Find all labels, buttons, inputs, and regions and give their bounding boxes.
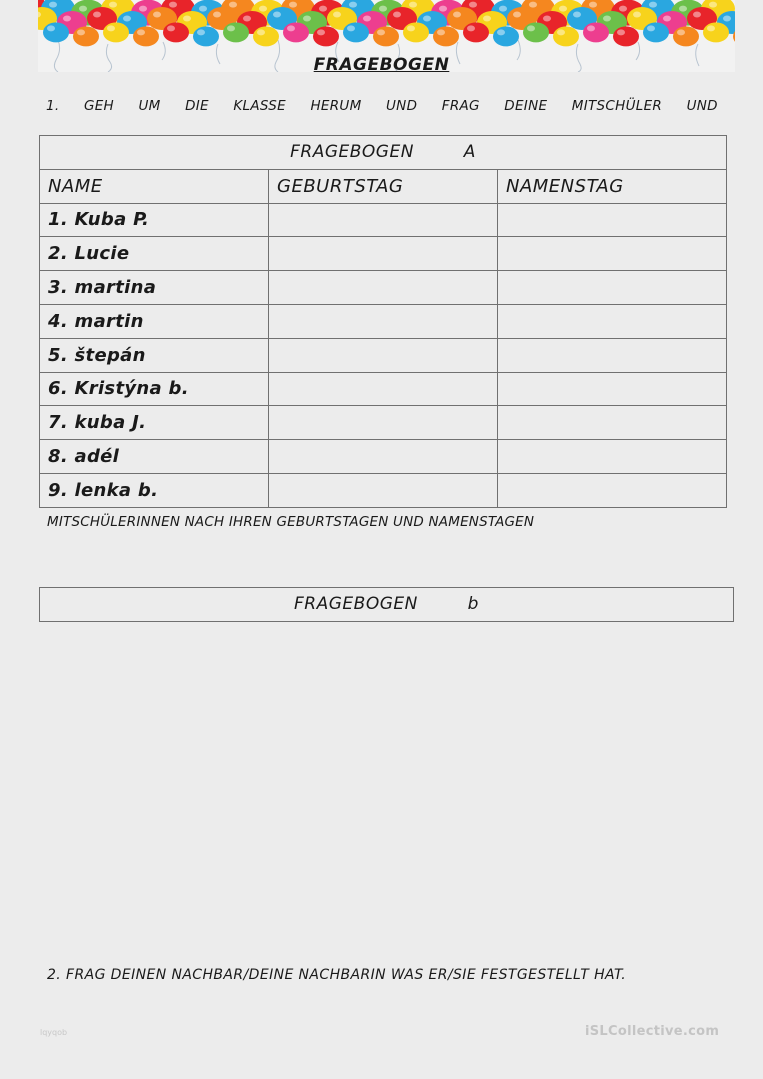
balloon-highlight (513, 12, 521, 18)
balloon-highlight (407, 25, 415, 31)
header-geburtstag: GEBURTSTAG (269, 169, 498, 203)
balloon-shape (253, 26, 279, 46)
balloon-highlight (573, 12, 581, 18)
balloon-highlight (47, 25, 55, 31)
nameday-cell[interactable] (498, 406, 727, 440)
student-name: 6. Kristýna b. (40, 372, 269, 406)
balloon-highlight (317, 29, 325, 35)
balloon-highlight (303, 16, 311, 22)
balloon-highlight (229, 2, 237, 8)
balloon-highlight (543, 16, 551, 22)
student-name: 8. adél (40, 440, 269, 474)
balloon-highlight (437, 29, 445, 35)
balloon-highlight (483, 16, 491, 22)
balloon-highlight (467, 25, 475, 31)
balloon-highlight (259, 6, 267, 12)
instruction-1-word: FRAG (441, 98, 480, 114)
balloon-highlight (63, 16, 71, 22)
balloon-highlight (273, 12, 281, 18)
instruction-1-word: GEH (83, 98, 114, 114)
balloon-shape (553, 26, 579, 46)
balloon-shape (583, 22, 609, 42)
table-row (40, 237, 727, 271)
birthday-cell[interactable] (269, 304, 498, 338)
table-a-caption-letter: A (463, 142, 476, 163)
balloon-highlight (107, 25, 115, 31)
header-namenstag: NAMENSTAG (498, 169, 727, 203)
balloon-highlight (153, 12, 161, 18)
table-row (40, 304, 727, 338)
instruction-1-word: DEINE (504, 98, 548, 114)
balloon-highlight (257, 29, 265, 35)
questionnaire-box-b (39, 587, 734, 622)
balloon-shape (313, 26, 339, 46)
balloon-highlight (439, 6, 447, 12)
balloon-highlight (167, 25, 175, 31)
balloon-highlight (529, 2, 537, 8)
nameday-cell[interactable] (498, 338, 727, 372)
balloon-highlight (527, 25, 535, 31)
balloon-highlight (169, 2, 177, 8)
student-name: 9. lenka b. (40, 473, 269, 507)
balloon-shape (133, 26, 159, 46)
watermark-islcollective: iSLCollective.com (585, 1024, 720, 1039)
birthday-cell[interactable] (269, 473, 498, 507)
balloon-shape (673, 26, 699, 46)
header-name: NAME (40, 169, 269, 203)
balloon-highlight (617, 29, 625, 35)
worksheet-title: FRAGEBOGEN (313, 55, 450, 75)
balloon-highlight (409, 2, 417, 8)
birthday-cell[interactable] (269, 237, 498, 271)
balloon-highlight (199, 6, 207, 12)
table-row (40, 271, 727, 305)
balloon-highlight (79, 6, 87, 12)
balloon-highlight (679, 6, 687, 12)
instruction-1-word: HERUM (310, 98, 362, 114)
table-row (40, 473, 727, 507)
balloon-highlight (137, 29, 145, 35)
birthday-cell[interactable] (269, 406, 498, 440)
instruction-1-word: UND (686, 98, 718, 114)
table-row (40, 203, 727, 237)
nameday-cell[interactable] (498, 271, 727, 305)
birthday-cell[interactable] (269, 440, 498, 474)
balloon-highlight (77, 29, 85, 35)
balloon-highlight (559, 6, 567, 12)
balloon-highlight (649, 2, 657, 8)
table-a-caption-word: FRAGEBOGEN (290, 142, 414, 163)
balloon-shape (613, 26, 639, 46)
balloon-highlight (349, 2, 357, 8)
nameday-cell[interactable] (498, 372, 727, 406)
student-name: 3. martina (40, 271, 269, 305)
balloon-shape (43, 22, 69, 42)
instruction-1-word: DIE (185, 98, 209, 114)
instruction-2: 2. FRAG DEINEN NACHBAR/DEINE NACHBARIN WAS ER/SIE FESTGESTELLT HAT. (47, 967, 627, 983)
table-row (40, 372, 727, 406)
balloon-highlight (603, 16, 611, 22)
birthday-cell[interactable] (269, 271, 498, 305)
table-a-header-row (40, 169, 727, 203)
balloon-highlight (587, 25, 595, 31)
balloon-highlight (93, 12, 101, 18)
balloon-shape (223, 22, 249, 42)
table-a-caption-row (40, 136, 727, 170)
student-name: 4. martin (40, 304, 269, 338)
balloon-highlight (109, 2, 117, 8)
balloon-highlight (49, 2, 57, 8)
student-name: 1. Kuba P. (40, 203, 269, 237)
balloon-shape (343, 22, 369, 42)
instruction-1-word: UND (386, 98, 418, 114)
table-b-caption-letter: b (467, 594, 479, 614)
balloon-shape (463, 22, 489, 42)
balloon-highlight (227, 25, 235, 31)
balloon-shape (163, 22, 189, 42)
balloon-highlight (633, 12, 641, 18)
balloon-shape (403, 22, 429, 42)
balloon-highlight (693, 12, 701, 18)
balloon-shape (523, 22, 549, 42)
student-name: 7. kuba J. (40, 406, 269, 440)
nameday-cell[interactable] (498, 440, 727, 474)
table-a-caption (40, 136, 727, 170)
balloon-highlight (663, 16, 671, 22)
balloon-highlight (347, 25, 355, 31)
nameday-cell[interactable] (498, 304, 727, 338)
balloon-highlight (213, 12, 221, 18)
balloon-shape (433, 26, 459, 46)
birthday-cell[interactable] (269, 203, 498, 237)
balloon-highlight (289, 2, 297, 8)
balloon-shape (703, 22, 729, 42)
balloon-shape (103, 22, 129, 42)
balloon-highlight (677, 29, 685, 35)
balloon-shape (493, 26, 519, 46)
balloon-highlight (287, 25, 295, 31)
balloon-highlight (557, 29, 565, 35)
balloon-highlight (589, 2, 597, 8)
instruction-1-word: MITSCHÜLER (571, 98, 663, 114)
balloon-highlight (319, 6, 327, 12)
balloon-highlight (333, 12, 341, 18)
balloon-highlight (123, 16, 131, 22)
watermark-left: lqyqob (40, 1028, 68, 1037)
balloon-shape (283, 22, 309, 42)
balloon-highlight (243, 16, 251, 22)
balloon-highlight (363, 16, 371, 22)
balloon-highlight (377, 29, 385, 35)
birthday-cell[interactable] (269, 372, 498, 406)
balloon-highlight (499, 6, 507, 12)
balloon-highlight (453, 12, 461, 18)
balloon-highlight (183, 16, 191, 22)
nameday-cell[interactable] (498, 203, 727, 237)
balloon-highlight (423, 16, 431, 22)
student-name: 5. štepán (40, 338, 269, 372)
balloon-shape (643, 22, 669, 42)
table-row (40, 338, 727, 372)
table-b-caption-word: FRAGEBOGEN (294, 594, 418, 614)
table-row (40, 440, 727, 474)
table-row (40, 406, 727, 440)
student-name: 2. Lucie (40, 237, 269, 271)
instruction-1-word: UM (138, 98, 161, 114)
questionnaire-table-a (39, 135, 727, 508)
balloon-highlight (707, 25, 715, 31)
balloon-shape (193, 26, 219, 46)
instruction-1-word: KLASSE (233, 98, 286, 114)
balloon-highlight (497, 29, 505, 35)
balloon-highlight (379, 6, 387, 12)
balloon-highlight (393, 12, 401, 18)
balloon-highlight (619, 6, 627, 12)
balloon-shape (373, 26, 399, 46)
balloon-highlight (139, 6, 147, 12)
balloon-shape (73, 26, 99, 46)
nameday-cell[interactable] (498, 237, 727, 271)
balloon-highlight (709, 2, 717, 8)
birthday-cell[interactable] (269, 338, 498, 372)
balloon-highlight (723, 16, 731, 22)
instruction-1-line-2: MITSCHÜLERINNEN NACH IHREN GEBURTSTAGEN UND NAMENSTAGEN (47, 514, 535, 530)
balloon-highlight (647, 25, 655, 31)
balloon-highlight (197, 29, 205, 35)
instruction-1-word: 1. (46, 98, 60, 114)
instruction-1-line-1 (46, 98, 718, 114)
balloon-highlight (469, 2, 477, 8)
nameday-cell[interactable] (498, 473, 727, 507)
